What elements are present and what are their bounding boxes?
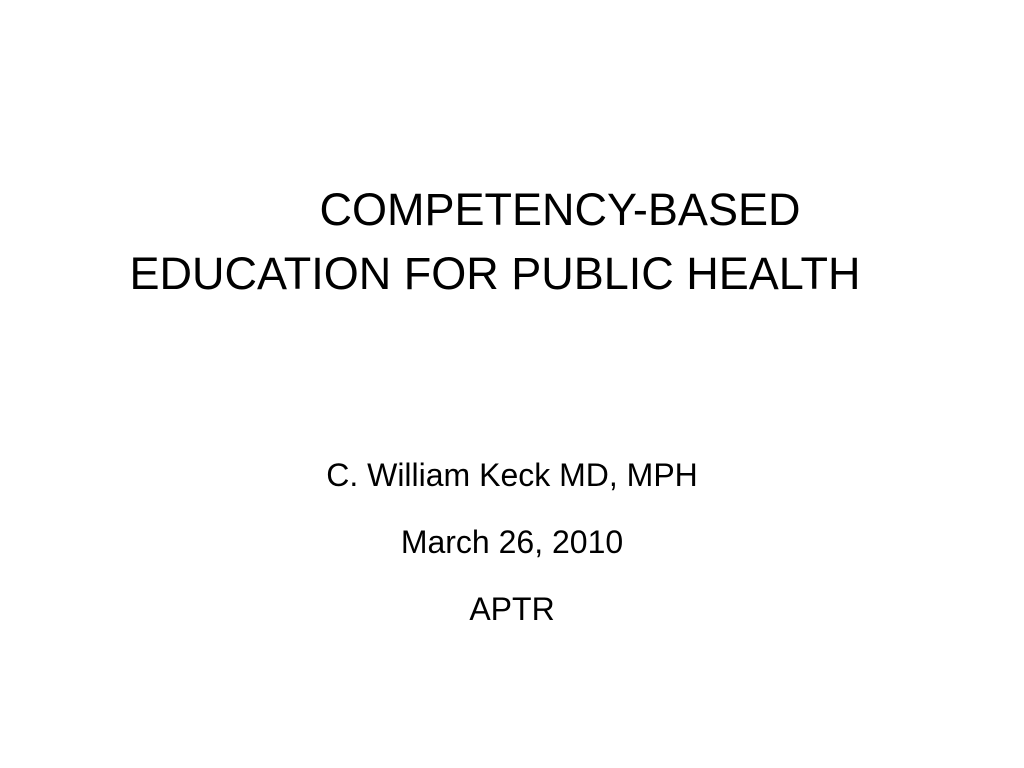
organization-name: APTR — [469, 591, 555, 627]
presentation-date: March 26, 2010 — [400, 524, 624, 560]
title-line-2: EDUCATION FOR PUBLIC HEALTH — [129, 248, 861, 299]
slide-subtitle — [60, 442, 964, 643]
author-name: C. William Keck MD, MPH — [326, 457, 698, 493]
title-line-1: COMPETENCY-BASED — [319, 184, 801, 235]
slide-title — [60, 178, 964, 306]
